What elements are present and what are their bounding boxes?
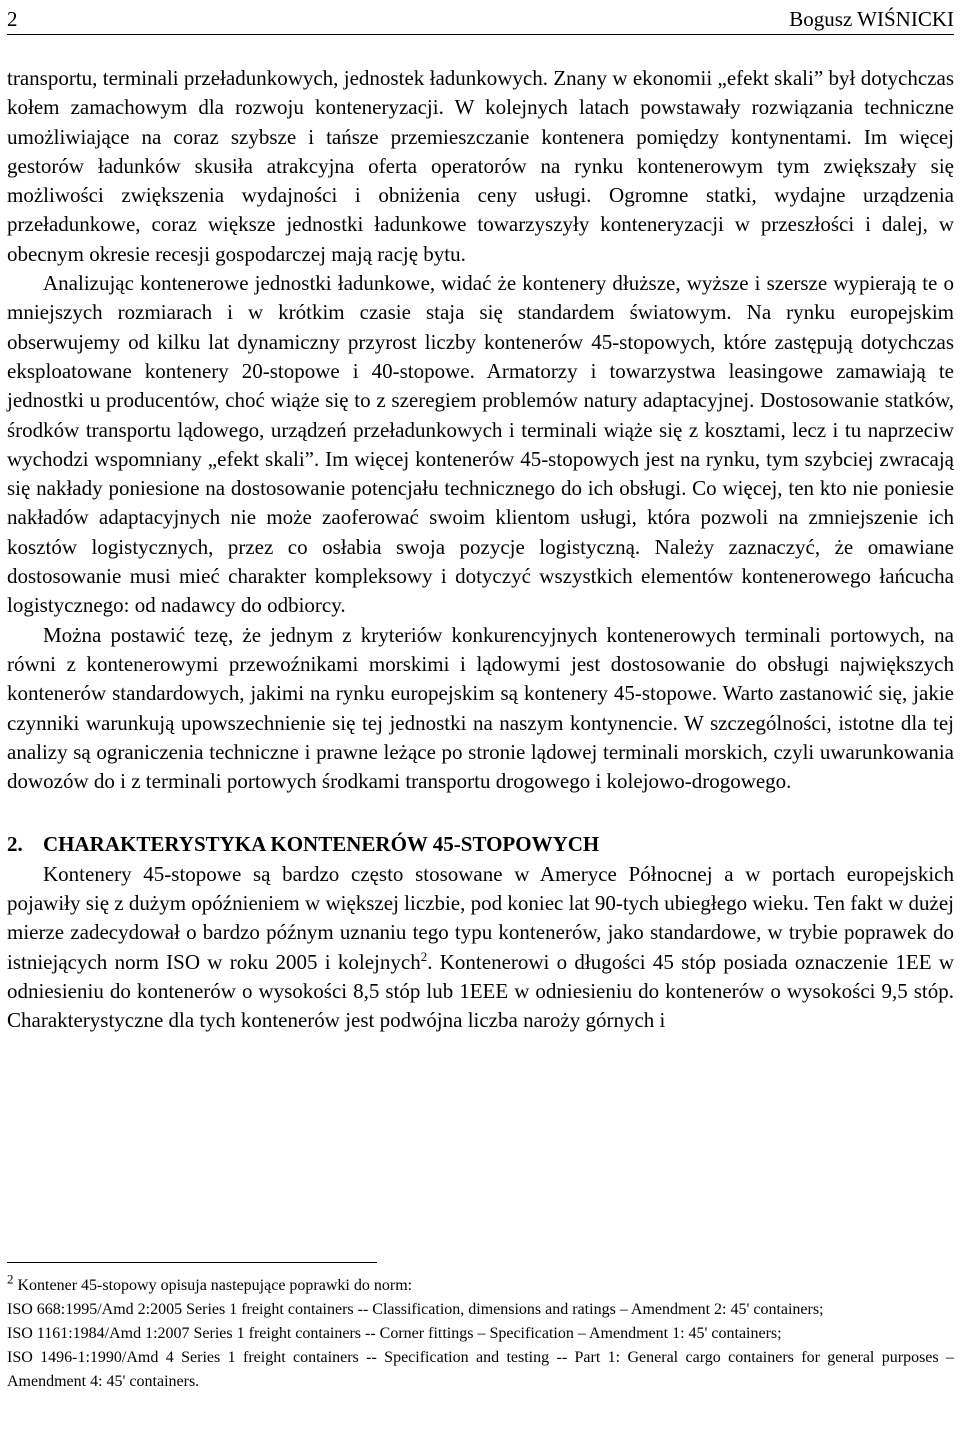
footnote-item: ISO 668:1995/Amd 2:2005 Series 1 freight containers -- Classification, dimensions and ratings – Amendment 2: 45' containers; xyxy=(7,1301,824,1318)
footnote-intro-text: Kontener 45-stopowy opisuja nastepujące poprawki do norm: xyxy=(13,1277,413,1294)
footnote-item: ISO 1496-1:1990/Amd 4 Series 1 freight containers -- Specification and testing -- Part 1: General cargo containers for general purposes – Amendment 4: 45' containers. xyxy=(7,1349,954,1390)
paragraph-container-dimensions: Analizując kontenerowe jednostki ładunkowe, widać że kontenery dłuższe, wyższe i szersze wypierają te o mniejszych rozmiarach i w krótkim czasie staja się standardem światowym. Na rynku europejskim obserwujemy od kilku lat dynamiczny przyrost liczby kontenerów 45-stopowych, które zastępują dotychczas eksploatowane kontenery 20-stopowe i 40-stopowe. Armatorzy i towarzystwa leasingowe zamawiają te jednostki u producentów, choć wiąże się to z szeregiem problemów natury adaptacyjnej. Dostosowanie statków, środków transportu lądowego, urządzeń przeładunkowych i terminali wiąże się z kosztami, lecz i tu naprzeciw wychodzi wspomniany „efekt skali”. Im więcej kontenerów 45-stopowych jest na rynku, tym szybciej zwracają się nakłady poniesione na dostosowanie potencjału technicznego do ich obsługi. Co więcej, ten kto nie poniesie nakładów adaptacyjnych nie może zaoferować swoim klientom usługi, która pozwoli na zmniejszenie ich kosztów logistycznych, przez co osłabia swoja pozycje logistyczną. Należy zaznaczyć, że omawiane dostosowanie musi mieć charakter kompleksowy i dotyczyć wszystkich elementów kontenerowego łańcucha logistycznego: od nadawcy do odbiorcy. xyxy=(7,271,954,618)
running-header xyxy=(7,4,954,35)
footnote-reference[interactable]: 2 xyxy=(420,948,428,964)
footnote-separator xyxy=(7,1262,377,1263)
running-header-author: Bogusz WIŚNICKI xyxy=(789,7,954,31)
section-title: CHARAKTERYSTYKA KONTENERÓW 45-STOPOWYCH xyxy=(43,832,600,857)
paragraph-section-intro xyxy=(7,860,954,1036)
footnote-intro xyxy=(7,1271,954,1298)
paragraph-thesis: Można postawić tezę, że jednym z kryteriów konkurencyjnych kontenerowych terminali portowych, na równi z kontenerowymi przewoźnikami morskimi i lądowymi jest dostosowanie do obsługi największych kontenerów standardowych, jakimi na rynku europejskim są kontenery 45-stopowe. Warto zastanowić się, jakie czynniki warunkują upowszechnienie się tej jednostki na naszym kontynencie. W szczególności, istotne dla tej analizy są ograniczenia techniczne i prawne leżące po stronie lądowej terminali morskich, czyli uwarunkowania dowozów do i z terminali portowych środkami transportu drogowego i kolejowo-drogowego. xyxy=(7,622,954,794)
footnote-item: ISO 1161:1984/Amd 1:2007 Series 1 freight containers -- Corner fittings – Specification – Amendment 1: 45' containers; xyxy=(7,1325,782,1342)
section-number: 2. xyxy=(7,832,23,857)
page-number: 2 xyxy=(7,7,18,31)
footnote-marker: 2 xyxy=(7,1271,14,1287)
section-heading xyxy=(7,830,954,859)
paragraph-continuation: transportu, terminali przeładunkowych, jednostek ładunkowych. Znany w ekonomii „efekt skali” był dotychczas kołem zamachowym dla rozwoju konteneryzacji. W kolejnych latach powstawały rozwiązania techniczne umożliwiające na coraz szybsze i tańsze przemieszczanie kontenera pomiędzy kontynentami. Im więcej gestorów ładunków skusiła atrakcyjna oferta operatorów na rynku kontenerowym tym zwiększały się możliwości zwiększenia wydajności i obniżenia ceny usługi. Ogromne statki, wydajne urządzenia przeładunkowe, coraz większe jednostki ładunkowe towarzyszyły konteneryzacji w przeszłości i dalej, w obecnym okresie recesji gospodarczej mają rację bytu. xyxy=(7,66,954,266)
document-page xyxy=(7,0,954,1445)
body-text xyxy=(7,64,954,1036)
section-text-after-note: . Kontenerowi o długości 45 stóp posiada oznaczenie 1EE w odniesieniu do kontenerów o wysokości 8,5 stóp lub 1EEE w odniesieniu do kontenerów o wysokości 9,5 stóp. Charakterystyczne dla tych kontenerów jest podwójna liczba naroży górnych i xyxy=(7,949,954,1033)
section-text-before-note: Kontenery 45-stopowe są bardzo często stosowane w Ameryce Północnej a w portach europejskich pojawiły się z dużym opóźnieniem w większej liczbie, pod koniec lat 90-tych ubiegłego wieku. Ten fakt w dużej mierze zadecydował o bardzo późnym uznaniu tego typu kontenerów, jako standardowe, w trybie poprawek do istniejących norm ISO w roku 2005 i kolejnych xyxy=(7,861,954,974)
footnotes xyxy=(7,1271,954,1394)
